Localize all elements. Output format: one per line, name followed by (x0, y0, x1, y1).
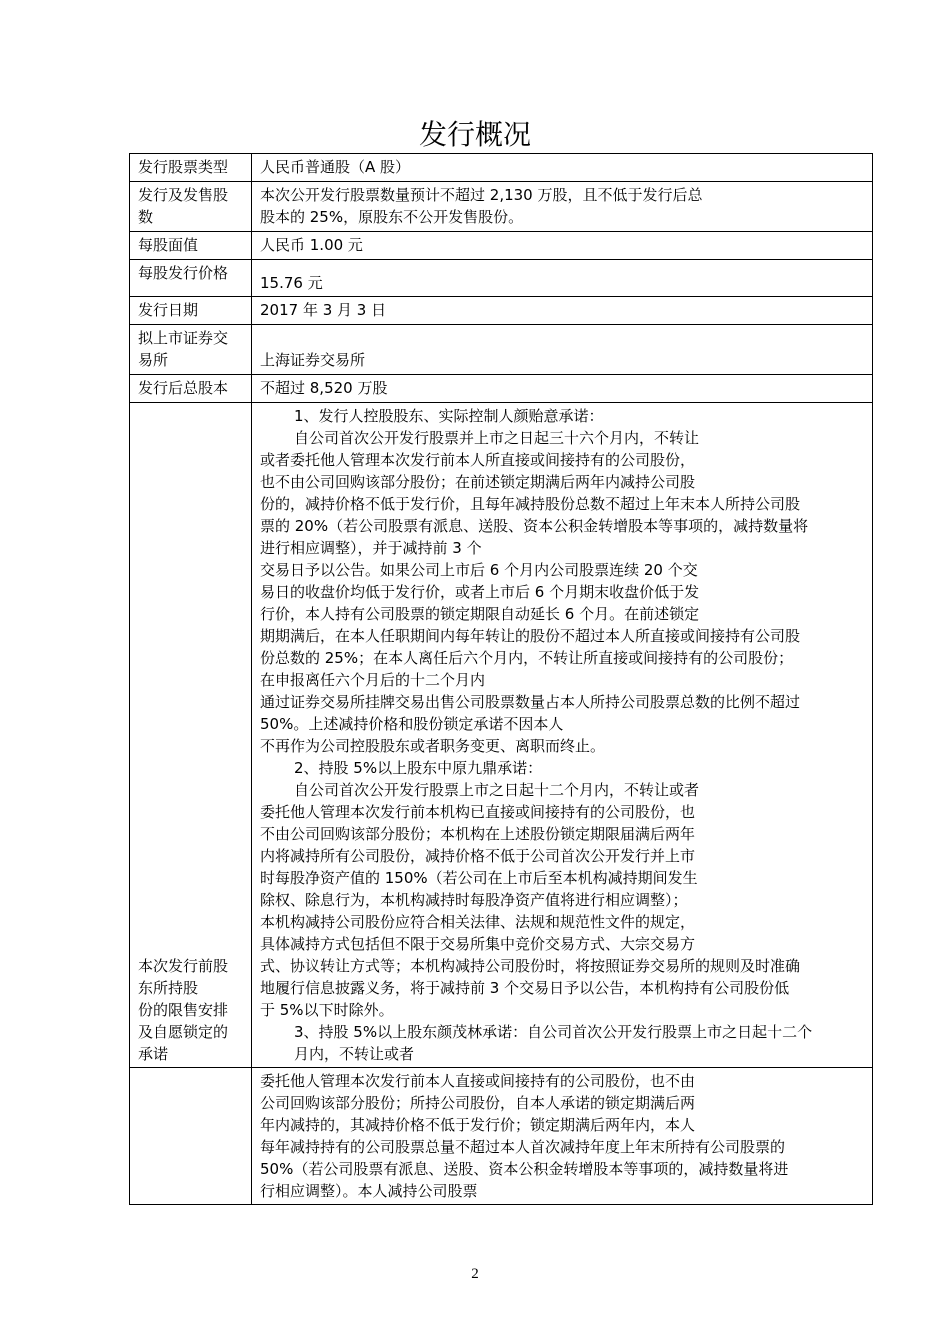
commitment-line: 具体减持方式包括但不限于交易所集中竞价交易方式、大宗交易方 (260, 935, 696, 953)
commitment-text (252, 403, 873, 1068)
value-line: 人民币 1.00 元 (260, 236, 363, 254)
commitment-line: 不由公司回购该部分股份；本机构在上述股份锁定期限届满后两年 (260, 825, 696, 843)
row-value (252, 154, 873, 182)
row-value (252, 182, 873, 232)
continuation-line: 年内减持的，其减持价格不低于发行价；锁定期满后两年内，本人 (260, 1116, 696, 1134)
row-value (252, 375, 873, 403)
label-line: 拟上市证券交 (138, 329, 229, 347)
label-line: 发行及发售股 (138, 186, 229, 204)
commitment-line: 自公司首次公开发行股票上市之日起十二个月内，不转让或者 (294, 781, 700, 799)
continuation-text (252, 1068, 873, 1205)
commitment-line: 自公司首次公开发行股票并上市之日起三十六个月内，不转让 (294, 429, 700, 447)
commitment-line: 期期满后，在本人任职期间内每年转让的股份不超过本人所直接或间接持有公司股 (260, 627, 801, 645)
continuation-line: 行相应调整）。本人减持公司股票 (260, 1182, 478, 1200)
commitment-line: 式、协议转让方式等；本机构减持公司股份时，将按照证券交易所的规则及时准确 (260, 957, 801, 975)
commitment-line: 份总数的 25%；在本人离任后六个月内，不转让所直接或间接持有的公司股份； (260, 649, 794, 667)
table-row (130, 232, 873, 260)
commitment-line: 本机构减持公司股份应符合相关法律、法规和规范性文件的规定， (260, 913, 696, 931)
table-row (130, 375, 873, 403)
commitment-line: 2、持股 5%以上股东中原九鼎承诺： (294, 759, 543, 777)
commitment-line: 委托他人管理本次发行前本机构已直接或间接持有的公司股份，也 (260, 803, 696, 821)
row-label (130, 325, 252, 375)
commitment-line: 份的，减持价格不低于发行价，且每年减持股份总数不超过上年末本人所持公司股 (260, 495, 801, 513)
commitment-line: 也不由公司回购该部分股份；在前述锁定期满后两年内减持公司股 (260, 473, 696, 491)
commitment-line: 交易日予以公告。如果公司上市后 6 个月内公司股票连续 20 个交 (260, 561, 698, 579)
value-line: 股本的 25%，原股东不公开发售股份。 (260, 208, 524, 226)
commitment-line: 易日的收盘价均低于发行价，或者上市后 6 个月期末收盘价低于发 (260, 583, 700, 601)
commitment-line: 地履行信息披露义务，将于减持前 3 个交易日予以公告，本机构持有公司股份低 (260, 979, 790, 997)
table-row (130, 154, 873, 182)
commitment-line: 票的 20%（若公司股票有派息、送股、资本公积金转增股本等事项的，减持数量将 (260, 517, 809, 535)
value-line: 上海证券交易所 (260, 351, 366, 369)
row-value (252, 232, 873, 260)
commitment-line: 行价，本人持有公司股票的锁定期限自动延长 6 个月。在前述锁定 (260, 605, 700, 623)
commitment-line: 除权、除息行为，本机构减持时每股净资产值将进行相应调整）； (260, 891, 688, 909)
commitment-line: 内将减持所有公司股份，减持价格不低于公司首次公开发行并上市 (260, 847, 696, 865)
label-line: 发行后总股本 (138, 379, 229, 397)
commitment-line: 于 5%以下时除外。 (260, 1001, 394, 1019)
row-label (130, 154, 252, 182)
table-row-continuation (130, 1068, 873, 1205)
row-label (130, 297, 252, 325)
value-line: 2017 年 3 月 3 日 (260, 301, 387, 319)
label-line: 发行日期 (138, 301, 199, 319)
label-line: 发行股票类型 (138, 158, 229, 176)
commitment-label (130, 403, 252, 1068)
row-label (130, 232, 252, 260)
label-line: 每股面值 (138, 236, 199, 254)
row-value (252, 297, 873, 325)
value-line: 不超过 8,520 万股 (260, 379, 388, 397)
commitment-line: 或者委托他人管理本次发行前本人所直接或间接持有的公司股份， (260, 451, 696, 469)
label-line: 易所 (138, 351, 169, 369)
continuation-label (130, 1068, 252, 1205)
table-row (130, 182, 873, 232)
continuation-line: 50%（若公司股票有派息、送股、资本公积金转增股本等事项的，减持数量将进 (260, 1160, 789, 1178)
commitment-line: 月内，不转让或者 (294, 1045, 415, 1063)
label-line: 承诺 (138, 1045, 169, 1063)
row-label (130, 375, 252, 403)
continuation-line: 委托他人管理本次发行前本人直接或间接持有的公司股份，也不由 (260, 1072, 696, 1090)
commitment-line: 不再作为公司控股股东或者职务变更、离职而终止。 (260, 737, 606, 755)
continuation-line: 公司回购该部分股份；所持公司股份，自本人承诺的锁定期满后两 (260, 1094, 696, 1112)
label-line: 数 (138, 208, 154, 226)
label-line: 本次发行前股 (138, 957, 229, 975)
commitment-line: 在申报离任六个月后的十二个月内 (260, 671, 486, 689)
commitment-line: 进行相应调整），并于减持前 3 个 (260, 539, 482, 557)
page-title: 发行概况 (418, 118, 531, 151)
commitment-line: 3、持股 5%以上股东颜茂林承诺：自公司首次公开发行股票上市之日起十二个 (294, 1023, 813, 1041)
label-line: 份的限售安排 (138, 1001, 229, 1019)
table-row (130, 260, 873, 297)
page-number: 2 (471, 1266, 479, 1282)
commitment-line: 1、发行人控股股东、实际控制人颜贻意承诺： (294, 407, 604, 425)
row-label (130, 182, 252, 232)
value-line (260, 327, 872, 349)
continuation-line: 每年减持持有的公司股票总量不超过本人首次减持年度上年末所持有公司股票的 (260, 1138, 786, 1156)
row-value (252, 325, 873, 375)
table-row (130, 325, 873, 375)
table-row-commitment (130, 403, 873, 1068)
commitment-line: 时每股净资产值的 150%（若公司在上市后至本机构减持期间发生 (260, 869, 698, 887)
commitment-line: 通过证券交易所挂牌交易出售公司股票数量占本人所持公司股票总数的比例不超过 (260, 693, 801, 711)
value-line: 15.76 元 (260, 274, 323, 292)
row-value (252, 260, 873, 297)
offering-overview-table (129, 153, 873, 1205)
label-line: 东所持股 (138, 979, 199, 997)
row-label (130, 260, 252, 297)
label-line: 每股发行价格 (138, 264, 229, 282)
value-line: 本次公开发行股票数量预计不超过 2,130 万股，且不低于发行后总 (260, 186, 703, 204)
table-row (130, 297, 873, 325)
label-line: 及自愿锁定的 (138, 1023, 229, 1041)
value-line: 人民币普通股（A 股） (260, 158, 411, 176)
commitment-line: 50%。上述减持价格和股份锁定承诺不因本人 (260, 715, 564, 733)
